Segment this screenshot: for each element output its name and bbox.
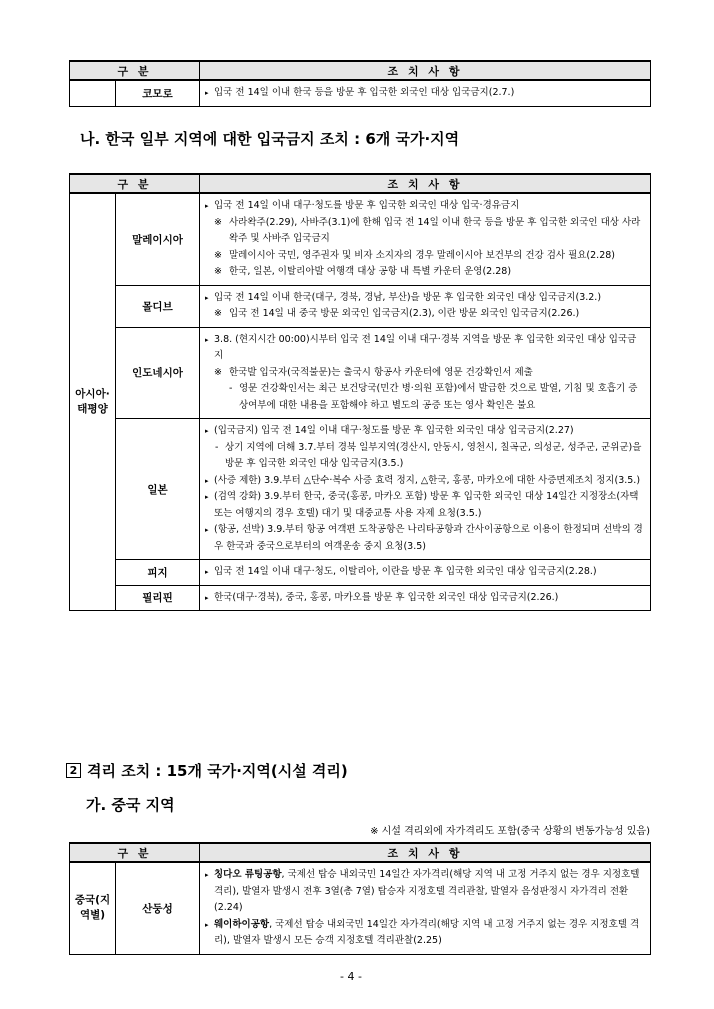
note-line: ※ 시설 격리외에 자가격리도 포함(중국 상황의 변동가능성 있음) xyxy=(370,826,650,837)
comoros-table xyxy=(69,60,651,107)
reference-mark-icon: ※ xyxy=(214,308,222,319)
asia-pacific-table xyxy=(69,173,651,611)
bullet-icon: ▸ xyxy=(205,568,209,576)
bullet-icon: ▸ xyxy=(205,476,209,485)
bullet-icon: ▸ xyxy=(205,202,209,210)
region-asia-pacific: 아시아·태평양 xyxy=(70,193,116,611)
country-indonesia: 인도네시아 xyxy=(116,327,200,419)
header-measures: 조 치 사 항 xyxy=(200,61,651,80)
bullet-icon: ▸ xyxy=(205,335,209,344)
province-shandong: 산둥성 xyxy=(116,862,200,954)
measure-japan: ▸ (입국금지) 입국 전 14일 이내 대구·청도를 방문 후 입국한 외국인 대상 입국금지(2.27) - 상기 지역에 더해 3.7.부터 경북 일부지역(경산시, 안동시, 영천시, 칠곡군, 의성군, 성주군, 군위군)을 방문 후 입국한 외국인 대상 입국금지(3.5.) ▸ (사증 제한) 3.9.부터 △단수·복수 사증 효력 정지, △한국, 홍콩, 마카오에 대한 사증면제조치 정지(3.5.) ▸ (검역 강화) 3.9.부터 한국, 중국(홍콩, 마카오 포함) 방문 후 입국한 외국인 대상 14일간 지정장소(자택 또는 여행지의 경우 호텔) 대기 및 대중교통 사용 자제 요청(3.5.) ▸ (항공, 선박) 3.9.부터 항공 여객편 도착공항은 나리타공항과 간사이공항으로 이용이 한정되며 선박의 경우 한국과 중국으로부터의 여객운송 중지 요청(3.5) xyxy=(200,419,651,560)
measure-philippines: ▸ 한국(대구·경북), 중국, 홍콩, 마카오를 방문 후 입국한 외국인 대상 입국금지(2.26.) xyxy=(200,585,651,611)
bullet-icon: ▸ xyxy=(205,593,209,602)
reference-mark-icon: ※ xyxy=(214,266,222,277)
country-fiji: 피지 xyxy=(116,560,200,586)
measure-shandong: ▸ 칭다오 류팅공항, 국제선 탑승 내외국민 14일간 자가격리(해당 지역 내 고정 거주지 없는 경우 지정호텔 격리), 발열자 발생시 전후 3열(총 7열) 탑승자 지정호텔 격리관찰, 발열자 음성판정시 자가격리 전환(2.24) ▸ 웨이하이공항, 국제선 탑승 내외국민 14일간 자가격리(해당 지역 내 고정 거주지 없는 경우 지정호텔 격리), 발열자 발생시 모든 승객 지정호텔 격리관찰(2.25) xyxy=(200,862,651,954)
bullet-icon: ▸ xyxy=(205,89,209,97)
page-number: - 4 - xyxy=(340,970,362,983)
bullet-icon: ▸ xyxy=(205,493,209,501)
bullet-icon: ▸ xyxy=(205,427,209,435)
header-category: 구 분 xyxy=(70,174,200,193)
measure-malaysia: ▸ 입국 전 14일 이내 대구·청도를 방문 후 입국한 외국인 대상 입국·경유금지 ※ 사라왁주(2.29), 사바주(3.1)에 한해 입국 전 14일 이내 한국 등을 방문 후 입국한 외국인 대상 사라왁주 및 사바주 입국금지 ※ 말레이시아 국민, 영주권자 및 비자 소지자의 경우 말레이시아 보건부의 건강 검사 필요(2.28) ※ 한국, 일본, 이탈리아발 여행객 대상 공항 내 특별 카운터 운영(2.28) xyxy=(200,193,651,285)
reference-mark-icon: ※ xyxy=(214,366,222,378)
reference-mark-icon: ※ xyxy=(214,249,222,261)
header-measures: 조 치 사 항 xyxy=(200,843,651,862)
bullet-icon: ▸ xyxy=(205,871,209,879)
country-japan: 일본 xyxy=(116,419,200,560)
header-category: 구 분 xyxy=(70,843,200,862)
china-table xyxy=(69,842,651,955)
section-na-title: 나. 한국 일부 지역에 대한 입국금지 조치 : 6개 국가·지역 xyxy=(80,130,460,148)
header-measures: 조 치 사 항 xyxy=(200,174,651,193)
bullet-icon: ▸ xyxy=(205,526,209,534)
country-comoros: 코모로 xyxy=(116,80,200,106)
bullet-icon: ▸ xyxy=(205,293,209,302)
reference-mark-icon: ※ xyxy=(214,216,222,228)
section-number-box: 2 xyxy=(66,763,81,778)
bullet-icon: ▸ xyxy=(205,920,209,929)
measure-fiji: ▸ 입국 전 14일 이내 대구·청도, 이탈리아, 이란을 방문 후 입국한 외국인 대상 입국금지(2.28.) xyxy=(200,560,651,586)
measure-indonesia: ▸ 3.8. (현지시간 00:00)시부터 입국 전 14일 이내 대구·경북 지역을 방문 후 입국한 외국인 대상 입국금지 ※ 한국발 입국자(국적불문)는 출국시 항공사 카운터에 영문 건강확인서 제출 - 영문 건강확인서는 최근 보건당국(민간 병·의원 포함)에서 발급한 것으로 발열, 기침 및 호흡기 증상여부에 대한 내용을 포함해야 하고 별도의 공증 또는 영사 확인은 불요 xyxy=(200,327,651,419)
section-2-title: 2 격리 조치 : 15개 국가·지역(시설 격리) xyxy=(66,760,348,781)
measure-comoros: ▸ 입국 전 14일 이내 한국 등을 방문 후 입국한 외국인 대상 입국금지(2.7.) xyxy=(200,80,651,106)
header-category: 구 분 xyxy=(70,61,200,80)
region-china: 중국(지역별) xyxy=(70,862,116,954)
country-philippines: 필리핀 xyxy=(116,585,200,611)
section-ga-title: 가. 중국 지역 xyxy=(86,796,175,814)
country-malaysia: 말레이시아 xyxy=(116,193,200,285)
region-cell xyxy=(70,80,116,106)
country-maldives: 몰디브 xyxy=(116,285,200,327)
measure-maldives: ▸ 입국 전 14일 이내 한국(대구, 경북, 경남, 부산)을 방문 후 입국한 외국인 대상 입국금지(3.2.) ※ 입국 전 14일 내 중국 방문 외국인 입국금지(2.3), 이란 방문 외국인 입국금지(2.26.) xyxy=(200,285,651,327)
